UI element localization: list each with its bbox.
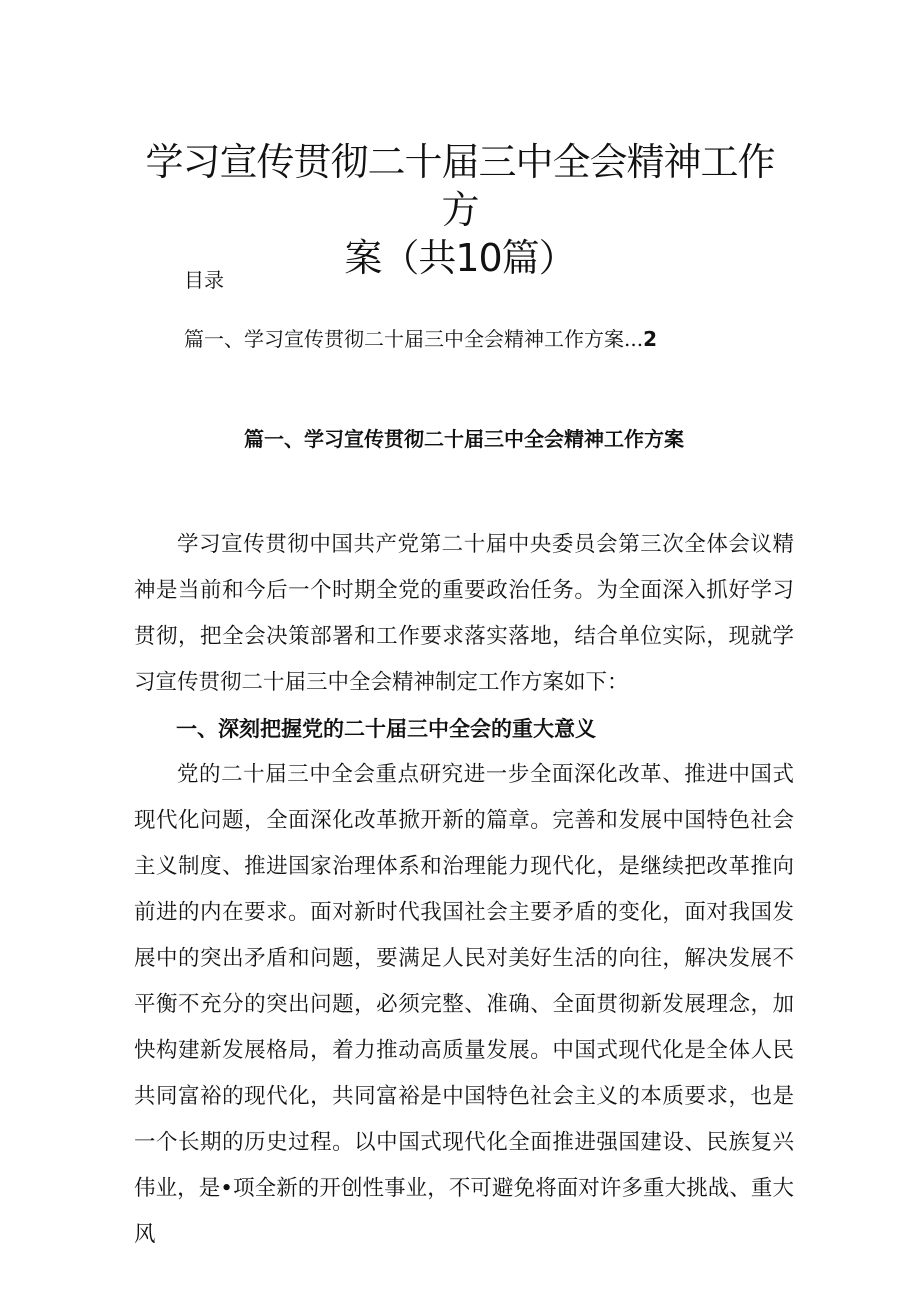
document-title-line-1: 学习宣传贯彻二十届三中全会精神工作方 bbox=[145, 140, 775, 232]
toc-entry[interactable] bbox=[184, 324, 657, 354]
document-title bbox=[130, 138, 790, 282]
toc-entry-leader: ... bbox=[624, 327, 644, 351]
intro-paragraph: 学习宣传贯彻中国共产党第二十届中央委员会第三次全体会议精神是当前和今后一个时期全党的重要政治任务。为全面深入抓好学习贯彻，把全会决策部署和工作要求落实落地，结合单位实际，现就学习宣传贯彻二十届三中全会精神制定工作方案如下： bbox=[134, 532, 794, 695]
toc-entry-label: 篇一、学习宣传贯彻二十届三中全会精神工作方案 bbox=[184, 327, 624, 351]
body-paragraph-1: 党的二十届三中全会重点研究进一步全面深化改革、推进中国式现代化问题，全面深化改革掀开新的篇章。完善和发展中国特色社会主义制度、推进国家治理体系和治理能力现代化，是继续把改革推向前进的内在要求。面对新时代我国社会主要矛盾的变化，面对我国发展中的突出矛盾和问题，要满足人民对美好生活的向往，解决发展不平衡不充分的突出问题，必须完整、准确、全面贯彻新发展理念，加快构建新发展格局，着力推动高质量发展。中国式现代化是全体人民共同富裕的现代化，共同富裕是中国特色社会主义的本质要求，也是一个长期的历史过程。以中国式现代化全面推进强国建设、民族复兴伟业，是•项全新的开创性事业，不可避免将面对许多重大挑战、重大风 bbox=[134, 762, 794, 1247]
toc-entry-page-number: 2 bbox=[643, 327, 657, 351]
document-body bbox=[134, 522, 794, 1258]
subsection-heading-1: 一、深刻把握党的二十届三中全会的重大意义 bbox=[176, 717, 596, 741]
section-title: 篇一、学习宣传贯彻二十届三中全会精神工作方案 bbox=[244, 427, 684, 451]
toc-heading: 目录 bbox=[184, 268, 224, 292]
document-title-line-2: 案（共10篇） bbox=[344, 236, 576, 280]
